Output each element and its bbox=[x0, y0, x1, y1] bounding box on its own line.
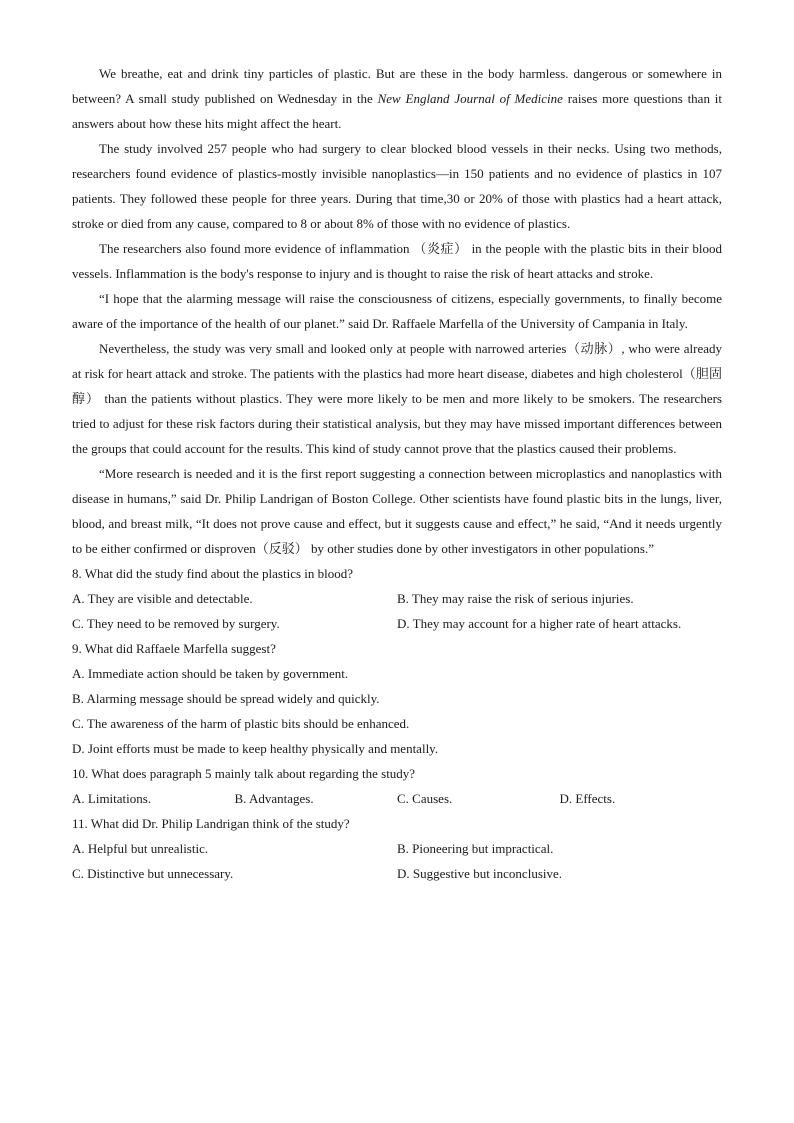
passage-paragraph-2: The study involved 257 people who had surgery to clear blocked blood vessels in their necks. Using two methods, researchers found evidence of plastics-mostly invisible nanoplastics—in 150 patients and no evidence of plastics in 107 patients. They followed these people for three years. During that time,30 or 20% of those with plastics had a heart attack, stroke or died from any cause, compared to 8 or about 8% of those with no evidence of plastics. bbox=[72, 141, 722, 231]
question-8-options-row-2 bbox=[72, 611, 722, 636]
journal-title: New England Journal of Medicine bbox=[377, 91, 563, 106]
question-10-option-c: C. Causes. bbox=[397, 791, 453, 806]
question-11-stem: 11. What did Dr. Philip Landrigan think of the study? bbox=[72, 816, 350, 831]
question-11-options-row-2 bbox=[72, 861, 722, 886]
question-11-option-a: A. Helpful but unrealistic. bbox=[72, 841, 209, 856]
question-11-option-d: D. Suggestive but inconclusive. bbox=[397, 866, 563, 881]
question-9-option-b: B. Alarming message should be spread widely and quickly. bbox=[72, 691, 380, 706]
passage-paragraph-4: “I hope that the alarming message will raise the consciousness of citizens, especially governments, to finally become aware of the importance of the health of our planet.” said Dr. Raffaele Marfella of the University of Campania in Italy. bbox=[72, 291, 722, 331]
question-8-option-d: D. They may account for a higher rate of heart attacks. bbox=[397, 616, 682, 631]
question-10-option-b: B. Advantages. bbox=[234, 791, 314, 806]
question-8-options-row-1 bbox=[72, 586, 722, 611]
question-10-stem: 10. What does paragraph 5 mainly talk about regarding the study? bbox=[72, 766, 416, 781]
p1-text-a: We breathe, eat and drink tiny particles of plastic. But are these in the body harmless. dangerous or somewhere in between? A small study published on Wednesday in the bbox=[72, 66, 722, 106]
question-10-option-d: D. Effects. bbox=[559, 791, 616, 806]
passage-paragraph-3: The researchers also found more evidence of inflammation （炎症） in the people with the plastic bits in their blood vessels. Inflammation is the body's response to injury and is thought to raise the risk of heart attacks and stroke. bbox=[72, 241, 722, 281]
question-10-options-row bbox=[72, 786, 722, 811]
question-8-stem: 8. What did the study find about the plastics in blood? bbox=[72, 566, 354, 581]
passage-paragraph-1 bbox=[72, 61, 722, 136]
passage-paragraph-5: Nevertheless, the study was very small and looked only at people with narrowed arteries（动脉）, who were already at risk for heart attack and stroke. The patients with the plastics had more heart disease, diabetes and high cholesterol（胆固醇） than the patients without plastics. They were more likely to be men and more likely to be smokers. The researchers tried to adjust for these risk factors during their statistical analysis, but they may have missed important differences between the groups that could account for the results. This kind of study cannot prove that the plastics caused their problems. bbox=[72, 341, 722, 456]
question-11-option-b: B. Pioneering but impractical. bbox=[397, 841, 554, 856]
exam-page bbox=[72, 61, 722, 886]
question-11-options-row-1 bbox=[72, 836, 722, 861]
passage-paragraph-6: “More research is needed and it is the first report suggesting a connection between microplastics and nanoplastics with disease in humans,” said Dr. Philip Landrigan of Boston College. Other scientists have found plastic bits in the lungs, liver, blood, and breast milk, “It does not prove cause and effect, but it suggests cause and effect,” he said, “And it needs urgently to be either confirmed or disproven（反驳） by other studies done by other investigators in other populations.” bbox=[72, 466, 722, 556]
question-9-option-d: D. Joint efforts must be made to keep healthy physically and mentally. bbox=[72, 741, 439, 756]
question-9-stem: 9. What did Raffaele Marfella suggest? bbox=[72, 641, 276, 656]
question-8-option-b: B. They may raise the risk of serious injuries. bbox=[397, 591, 634, 606]
question-8-option-c: C. They need to be removed by surgery. bbox=[72, 616, 280, 631]
question-10-option-a: A. Limitations. bbox=[72, 791, 152, 806]
p1-text-b: raises more questions than it answers about how these hits might affect the heart. bbox=[72, 91, 722, 131]
question-8-option-a: A. They are visible and detectable. bbox=[72, 591, 253, 606]
question-11-option-c: C. Distinctive but unnecessary. bbox=[72, 866, 234, 881]
question-9-option-a: A. Immediate action should be taken by government. bbox=[72, 666, 349, 681]
question-9-option-c: C. The awareness of the harm of plastic bits should be enhanced. bbox=[72, 716, 410, 731]
